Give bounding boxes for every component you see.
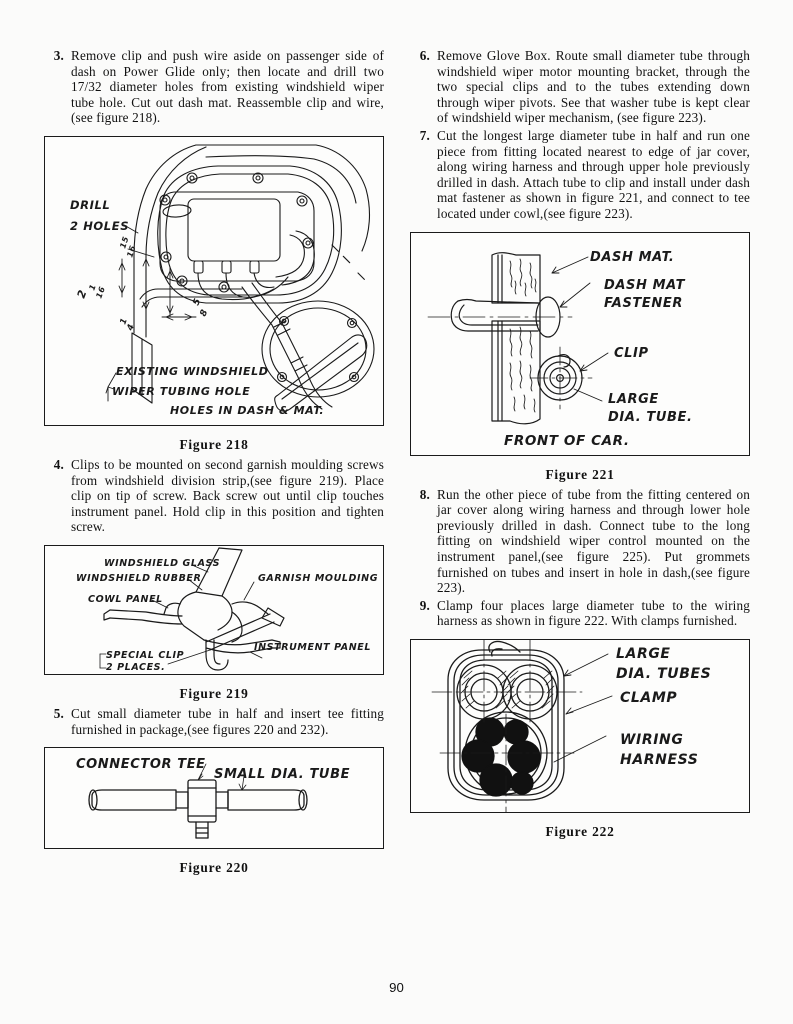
figure-222-label-large-line1: LARGE — [616, 645, 671, 662]
figure-218-label-existing-line2: WIPER TUBING HOLE — [112, 384, 251, 398]
figure-218-dim-8-denominator: 8 — [198, 307, 211, 319]
instruction-step-7 — [410, 128, 750, 222]
figure-218-caption: Figure 218 — [179, 436, 249, 452]
step-text: Remove clip and push wire aside on passenger side of dash on Power Glide only; then locate and drill two 17/32 diameter holes from existing windshield wiper tube hole. Cut out dash mat. Reassemble clip and wire,(see figure 218). — [71, 48, 384, 126]
figure-219-label-instrument-panel: INSTRUMENT PANEL — [254, 641, 372, 653]
figure-219-label-special-clip-line1: SPECIAL CLIP — [106, 649, 185, 661]
figure-221-label-large-line1: LARGE — [608, 391, 659, 407]
figure-218-dim-quarter-numerator: 1 — [118, 316, 131, 326]
figure-218-dim-2-whole: 2 — [74, 287, 90, 300]
figure-218-label-two-holes: 2 HOLES — [70, 218, 130, 233]
figure-221-label-dash-mat: DASH MAT. — [590, 249, 675, 265]
figure-221-drawing — [411, 233, 749, 455]
figure-218-dim-quarter-denominator: 4 — [125, 322, 138, 332]
figure-218-dim-16-denominator: 16 — [125, 244, 138, 259]
figure-219-label-special-clip-line2: 2 PLACES. — [106, 661, 166, 673]
page-number: 90 — [389, 980, 404, 995]
figure-218-label-drill: DRILL — [70, 197, 111, 212]
right-column — [410, 48, 750, 844]
figure-221-label-front-of-car: FRONT OF CAR. — [504, 432, 630, 449]
figure-218-label-holes-in-dash: HOLES IN DASH & MAT. — [170, 403, 325, 417]
figure-221-box — [410, 232, 750, 456]
figure-220-box — [44, 747, 384, 849]
figure-222-box — [410, 639, 750, 813]
step-text: Cut the longest large diameter tube in half and run one piece from fitting located nearest to edge of jar cover, along wiring harness and through upper hole previously drilled in dash. Attach tube to clip and install under dash mat fastener as shown in figure 221, and connect to tee located under cowl,(see figure 223). — [437, 127, 750, 221]
figure-218 — [44, 136, 384, 453]
figure-218-dim-15-numerator: 15 — [118, 235, 131, 250]
figure-218-dim-1-numerator: 1 — [87, 282, 98, 292]
figure-221-label-fastener-line1: DASH MAT — [604, 277, 686, 293]
figure-220 — [44, 747, 384, 876]
figure-222-label-clamp: CLAMP — [620, 689, 678, 706]
instruction-step-5 — [44, 706, 384, 737]
figure-219-label-cowl-panel: COWL PANEL — [88, 593, 163, 605]
figure-222-drawing — [411, 640, 749, 812]
figure-221-label-large-line2: DIA. TUBE. — [608, 409, 693, 425]
figure-222-label-wiring-line1: WIRING — [620, 731, 684, 748]
figure-220-label-small-dia-tube: SMALL DIA. TUBE — [214, 767, 351, 783]
figure-218-drawing — [45, 137, 383, 425]
figure-219-caption: Figure 219 — [179, 685, 249, 701]
step-number: 9. — [419, 597, 430, 613]
figure-222 — [410, 639, 750, 840]
left-column — [44, 48, 384, 880]
step-number: 7. — [419, 127, 430, 143]
figure-221-label-clip: CLIP — [614, 345, 649, 361]
step-text: Remove Glove Box. Route small diameter tube through windshield wiper motor mounting bracket, through the two special clips and to the tubes extending down through wiper pivots. See that washer tube is kept clear of windshield wiper mechanism, (see figure 223). — [437, 48, 750, 126]
instruction-step-8 — [410, 487, 750, 596]
figure-218-box — [44, 136, 384, 426]
step-number: 3. — [53, 48, 64, 63]
step-number: 5. — [53, 705, 64, 721]
figure-220-caption: Figure 220 — [179, 860, 249, 876]
instruction-step-4 — [44, 457, 384, 535]
figure-218-dim-5-numerator: 5 — [191, 296, 204, 308]
step-number: 6. — [419, 48, 430, 63]
figure-220-label-connector-tee: CONNECTOR TEE — [76, 757, 206, 773]
figure-219-label-windshield-glass: WINDSHIELD GLASS — [104, 557, 221, 569]
figure-219-box — [44, 545, 384, 675]
figure-222-label-large-line2: DIA. TUBES — [616, 665, 712, 682]
step-text: Run the other piece of tube from the fitting centered on jar cover along wiring harness and through lower hole previously drilled in dash. Connect tube to the long fitting on windshield wiper control mounted on the instrument panel,(see figure 225). Put grommets furnished on tubes and insert in hole in dash,(see figure 223). — [437, 486, 750, 596]
step-text: Clamp four places large diameter tube to the wiring harness as shown in figure 222. With clamps furnished. — [437, 597, 750, 629]
step-text: Clips to be mounted on second garnish moulding screws from windshield division strip,(see figure 219). Place clip on tip of screw. Back screw out until clip touches instrument panel. Hold clip in this position and tighten screw. — [71, 456, 384, 535]
figure-222-caption: Figure 222 — [545, 823, 615, 839]
instruction-step-9 — [410, 598, 750, 629]
instruction-step-6 — [410, 48, 750, 126]
figure-219 — [44, 545, 384, 702]
step-number: 8. — [419, 486, 430, 502]
figure-221-caption: Figure 221 — [545, 466, 615, 482]
figure-221 — [410, 232, 750, 483]
figure-219-label-garnish-moulding: GARNISH MOULDING — [258, 572, 379, 584]
step-number: 4. — [53, 456, 64, 472]
instruction-step-3 — [44, 48, 384, 126]
step-text: Cut small diameter tube in half and insert tee fitting furnished in package,(see figures 220 and 232). — [71, 705, 384, 737]
figure-218-label-existing-line1: EXISTING WINDSHIELD — [116, 364, 269, 378]
figure-218-dim-16-denominator-2: 16 — [94, 284, 108, 300]
figure-221-label-fastener-line2: FASTENER — [604, 295, 683, 311]
figure-222-label-wiring-line2: HARNESS — [620, 751, 699, 768]
figure-219-drawing — [45, 546, 383, 674]
figure-220-drawing — [45, 748, 383, 848]
figure-219-label-windshield-rubber: WINDSHIELD RUBBER — [76, 572, 202, 584]
